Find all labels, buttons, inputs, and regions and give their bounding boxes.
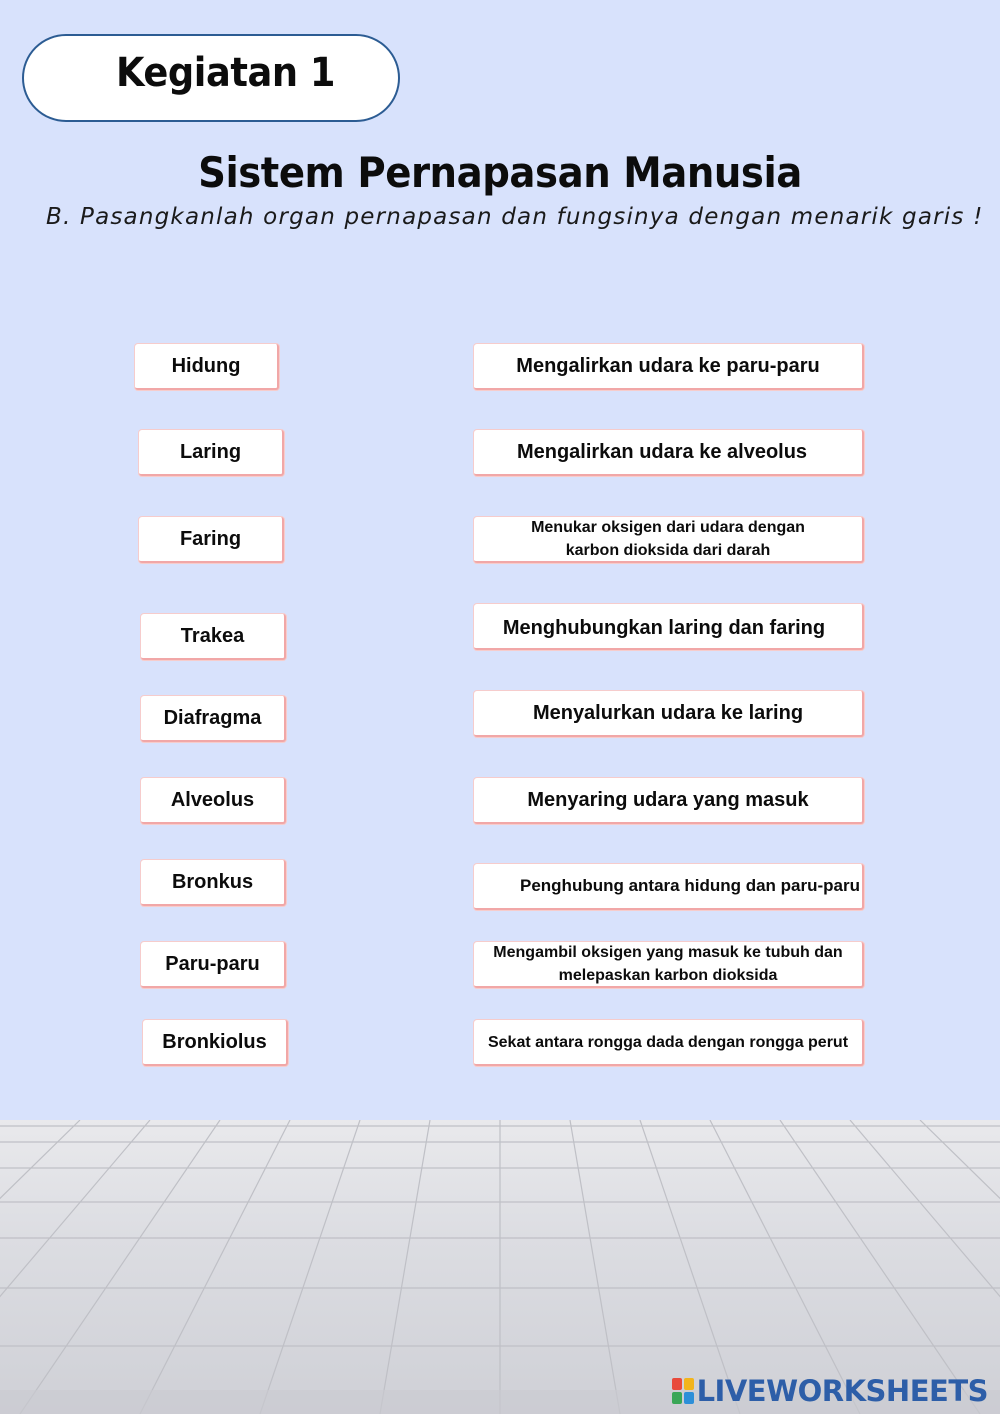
organ-label: Trakea (180, 624, 245, 647)
function-box-9[interactable] (474, 1020, 864, 1066)
function-box-4[interactable] (474, 604, 864, 650)
organ-label: Hidung (171, 354, 241, 377)
function-box-3[interactable] (474, 517, 864, 563)
organ-box-alveolus[interactable] (141, 778, 286, 824)
function-box-8[interactable] (474, 942, 864, 988)
function-label: Menyaring udara yang masuk (527, 788, 809, 811)
organ-label: Paru-paru (165, 952, 260, 975)
function-box-7[interactable] (474, 864, 864, 910)
function-label: Penghubung antara hidung dan paru-paru (520, 876, 860, 895)
function-box-1[interactable] (474, 344, 864, 390)
liveworksheets-brand (672, 1374, 988, 1408)
floor-tiles (0, 1120, 1000, 1414)
liveworksheets-logo-icon (672, 1378, 694, 1404)
organ-box-paru-paru[interactable] (141, 942, 286, 988)
organ-label: Faring (179, 527, 242, 550)
organ-box-bronkus[interactable] (141, 860, 286, 906)
function-box-2[interactable] (474, 430, 864, 476)
organ-label: Laring (179, 440, 242, 463)
organ-box-faring[interactable] (139, 517, 284, 563)
organ-box-bronkiolus[interactable] (143, 1020, 288, 1066)
instructions: B. Pasangkanlah organ pernapasan dan fungsinya dengan menarik garis ! (46, 204, 984, 230)
organ-box-trakea[interactable] (141, 614, 286, 660)
function-label: Sekat antara rongga dada dengan rongga perut (487, 1033, 849, 1051)
organ-label: Bronkiolus (162, 1030, 267, 1053)
organ-box-hidung[interactable] (135, 344, 279, 390)
page-title: Sistem Pernapasan Manusia (198, 148, 802, 197)
brand-name: LIVEWORKSHEETS (696, 1374, 988, 1408)
activity-label: Kegiatan 1 (116, 50, 336, 96)
function-label: Menghubungkan laring dan faring (502, 616, 826, 639)
function-label: Menyalurkan udara ke laring (532, 701, 804, 724)
organ-label: Bronkus (171, 870, 254, 893)
function-label: Menukar oksigen dari udara dengan karbon dioksida dari darah (531, 519, 805, 559)
organ-box-diafragma[interactable] (141, 696, 286, 742)
function-label: Mengambil oksigen yang masuk ke tubuh dan melepaskan karbon dioksida (493, 944, 843, 984)
organ-label: Diafragma (163, 706, 262, 729)
floor-decoration (0, 1120, 1000, 1414)
organ-label: Alveolus (170, 788, 255, 811)
function-box-6[interactable] (474, 778, 864, 824)
function-box-5[interactable] (474, 691, 864, 737)
organ-box-laring[interactable] (139, 430, 284, 476)
function-label: Mengalirkan udara ke alveolus (516, 440, 808, 463)
function-label: Mengalirkan udara ke paru-paru (516, 354, 820, 377)
